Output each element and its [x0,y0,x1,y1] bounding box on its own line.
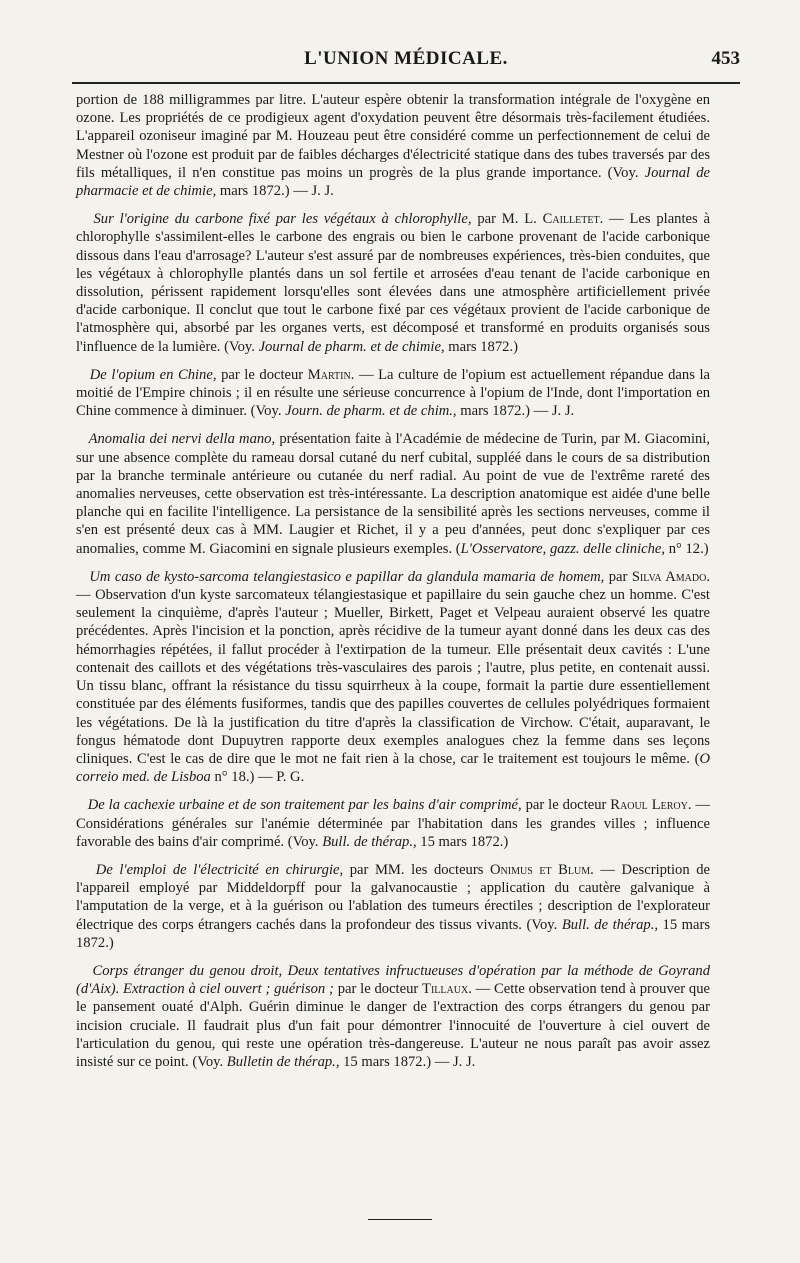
entry-body: . — Considérations générales sur l'anémie déterminée par l'habitation dans les grandes villes ; influence favorable des bains d'air comprimé. (Voy. [76,797,710,850]
entry-author: Martin [307,366,351,383]
page-number: 453 [711,48,740,69]
header-rule [72,82,740,84]
entry-source: Bulletin de thérap., [226,1053,340,1070]
intro-text: portion de 188 milligrammes par litre. L'auteur espère obtenir la transformation intégrale de l'oxygène en ozone. Les propriétés de ce prodigieux agent d'oxydation peuvent être désormais très-facilement étudiées. L'appareil ozoniseur imaginé par M. Houzeau peut être considéré comme un perfectionnement de celui de Mestner où l'ozone est produit par de faibles décharges d'électricité statique dans des tubes traversés par des fils métalliques, il n'en constitue pas moins un progrès de la plus grande importance. (Voy. [76,92,710,181]
entry-title: De l'opium en Chine, [89,366,217,383]
entry-tail: mars 1872.) [444,338,518,355]
entry-author: Silva Amado [631,568,707,585]
entry [76,796,710,851]
entry-source: Journal de pharm. et de chimie, [258,338,445,355]
entry-author: Raoul Leroy [610,797,688,814]
entry-title: Corps étranger du genou droit, Deux tentatives infructueuses d'opération par la méthode de Goyrand (d'Aix). Extraction à ciel ouvert ; guérison ; [76,962,710,998]
entry-body: présentation faite à l'Académie de médecine de Turin, par M. Giacomini, sur une absence complète du rameau dorsal cutané du nerf cubital, suppléé dans le cours de sa distribution par la branche terminale antérieure ou cutanée du nerf radial. Au point de vue de l'extrême rareté des anomalies nerveuses, cette observation est très-intéressante. La description anatomique est aidée d'une belle planche qui en facilite l'intelligence. La persistance de la sensibilité après les sections nerveuses, comme il s'en est présenté deux cas à MM. Laugier et Richet, il y a peu d'années, peut donc s'expliquer par ces anomalies, comme M. Giacomini en signale plusieurs exemples. ( [76,431,710,557]
entry-tail: 15 mars 1872.) [416,833,509,850]
entry-source: Journ. de pharm. et de chim., [285,403,457,420]
entry-title: Anomalia dei nervi della mano, [88,431,276,448]
entry [76,210,710,356]
entry-tail: 15 mars 1872.) [76,916,710,951]
entry-author-prefix: par MM. les docteurs [343,861,490,878]
entry-author-prefix: par le docteur [333,981,423,998]
entry-tail: n° 12.) [665,540,709,557]
entry-author: Cailletet [542,211,600,228]
intro-tail: mars 1872.) — J. J. [216,183,334,200]
entry [76,861,710,952]
entry-source: L'Osservatore, gazz. delle cliniche, [460,540,666,557]
entry-title: Sur l'origine du carbone fixé par les végétaux à chlorophylle, [93,211,472,228]
entry-title: De l'emploi de l'électricité en chirurgie, [95,861,344,878]
end-rule [368,1219,432,1220]
entry-author: Tillaux [422,981,469,998]
entry-body: . — Observation d'un kyste sarcomateux télangiestasique et papillaire du sein gauche chez un homme. C'est seulement la cinquième, d'après l'auteur ; Mueller, Birkett, Paget et Velpeau auraient observé les quatre précédentes. Après l'incision et la ponction, après récidive de la tumeur ayant donné dans les deux cas des hémorrhagies répétées, il fallut procéder à l'extirpation de la tumeur. Elle présentait deux cavités : L'une contenait des caillots et des végétations très-vasculaires des parois ; l'autre, plus petite, en contenait aussi. Un tissu blanc, offrant la résistance du tissu squirrheux à la coupe, formait la partie dure essentiellement constituée par des éléments fusiformes, tandis que des papilles couvertes de cellules polyédriques formaient les végétations. De là la justification du titre d'après la classification de Virchow. C'était, auparavant, le fongus hématode dont Dupuytren rapporte deux exemples analogues chez la femme dans ses leçons cliniques. C'est le cas de dire que le mot ne fait rien à la chose, car le traitement est toujours le même. ( [76,568,710,767]
entry [76,568,710,786]
entry-body: . — Les plantes à chlorophylle s'assimilent-elles le carbone des engrais ou bien le carbone provenant de l'acide carbonique dissous dans l'eau d'arrosage? L'auteur s'est assuré par de nombreuses expériences, très-bien conduites, que les végétaux à chlorophylle plantés dans un sol fertile et arrosées d'eau tenant de l'acide carbonique en dissolution, périssent rapidement lorsqu'elles sont élevées dans une atmosphère artificiellement privée d'acide carbonique. Il conclut que tout le carbone fixé par ces végétaux provient de l'acide carbonique de l'atmosphère qui, absorbé par les organes verts, est décomposé et transformé en produits organisés sous l'influence de la lumière. (Voy. [76,211,710,355]
entry-author-prefix: par le docteur [216,366,308,383]
entry-body: . — Cette observation tend à prouver que le pansement ouaté d'Alph. Guérin diminue le danger de l'extraction des corps étrangers du genou par incision cruciale. Il faudrait plus d'un fait pour démontrer l'innocuité de l'ouverture à ciel ouvert de l'articulation du genou, qui reste une opération très-dangereuse. L'auteur ne nous paraît pas avoir assez insisté sur ce point. (Voy. [76,981,710,1070]
journal-title: L'UNION MÉDICALE. [304,48,508,69]
entry-tail: 15 mars 1872.) — J. J. [339,1053,476,1070]
page-header [72,44,740,74]
entry-source: Bull. de thérap., [561,916,658,933]
entry-title: De la cachexie urbaine et de son traitement par les bains d'air comprimé, [87,797,522,814]
entry-author-prefix: par M. L. [471,211,543,228]
entry-body: . — La culture de l'opium est actuellement répandue dans la moitié de l'Empire chinois ; il en résulte une sérieuse concurrence à l'opium de l'Inde, dont l'importation en Chine commence à diminuer. (Voy. [76,366,710,420]
article-body [76,91,710,1081]
entry-author-prefix: par [604,568,632,585]
entry-tail: mars 1872.) — J. J. [456,403,575,420]
entry [76,366,710,421]
entry [76,962,710,1071]
intro-paragraph [76,91,710,200]
entry-author: Onimus et Blum [489,861,591,878]
entry-tail: n° 18.) — P. G. [210,769,305,786]
entry-source: Bull. de thérap., [322,833,417,850]
intro-source: Journal de pharmacie et de chimie, [76,164,711,200]
entry-source: O correio med. de Lisboa [76,750,710,786]
entry-title: Um caso de kysto-sarcoma telangiestasico e papillar da glandula mamaria de homem, [89,568,605,585]
entry-body: . — Description de l'appareil employé par Middeldorpff pour la galvanocaustie ; application du cautère galvanique à l'amputation de la verge, et à la guérison ou l'ablation des tumeurs érectiles ; description de l'explorateur électrique des corps étrangers cachés dans la profondeur des tissus vivants. (Voy. [76,861,710,933]
entry-author-prefix: par le docteur [521,797,611,814]
entry [76,430,710,557]
